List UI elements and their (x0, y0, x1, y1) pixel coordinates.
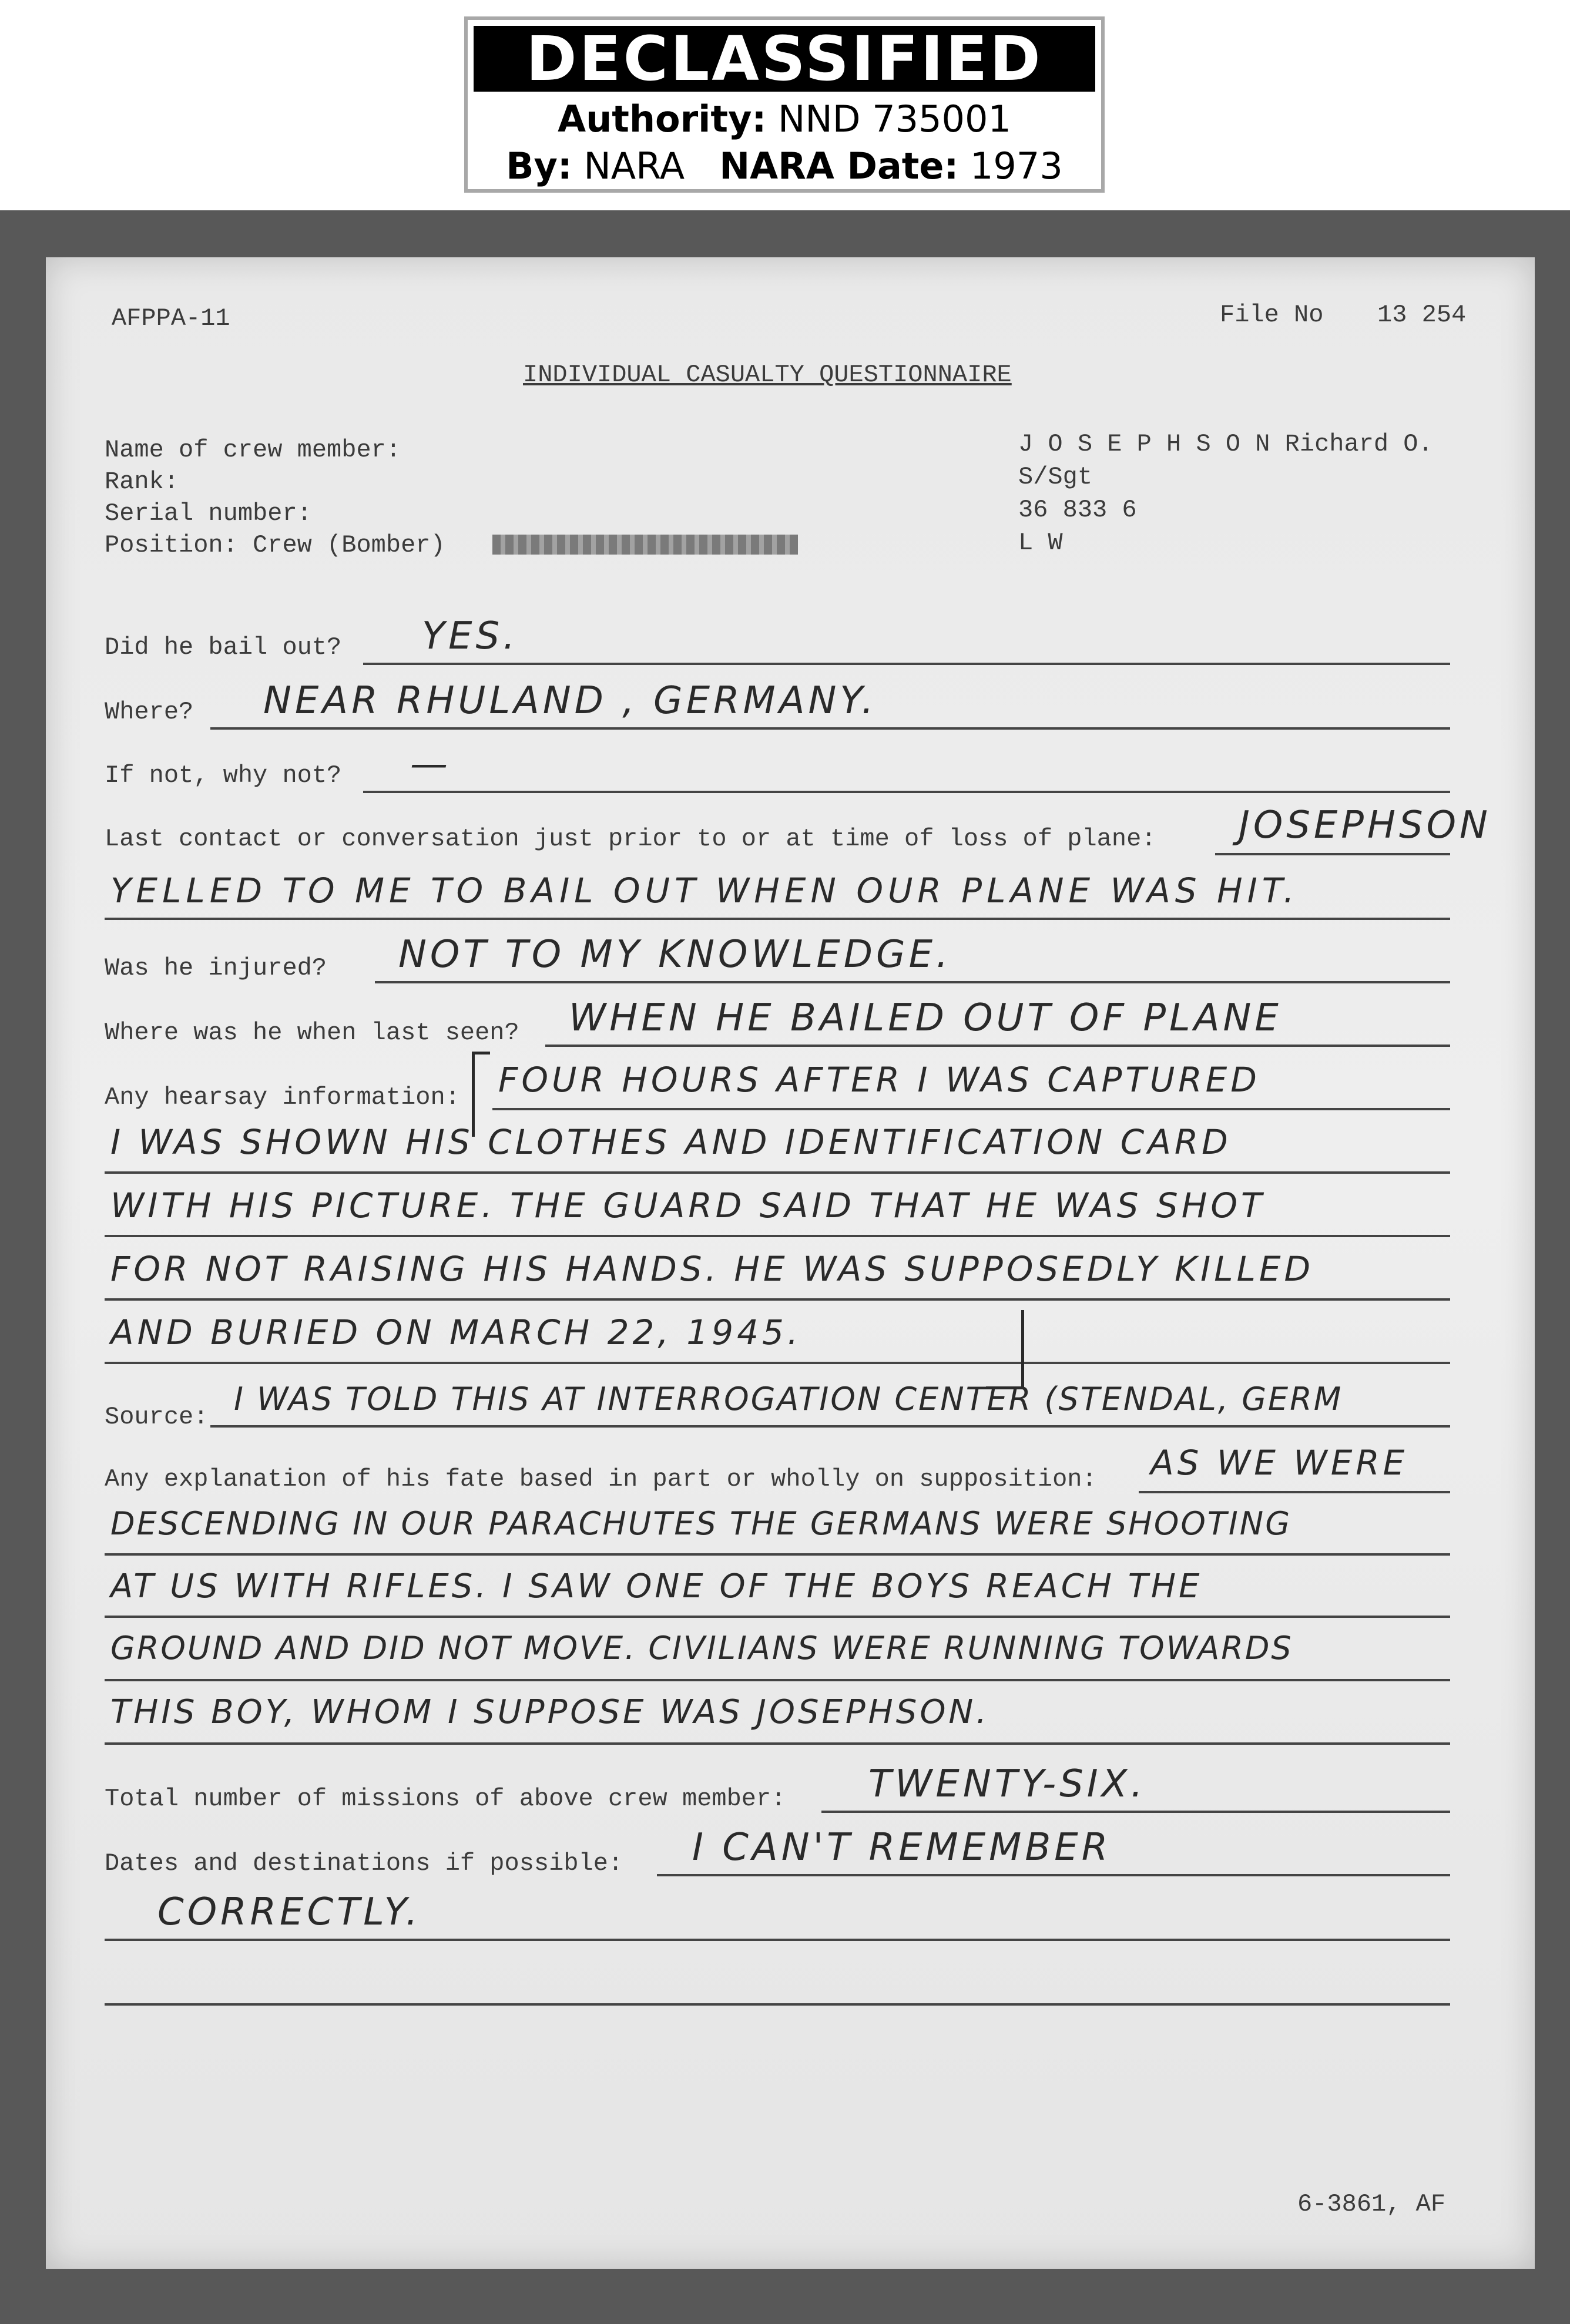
declassified-stamp (464, 16, 1105, 193)
explanation-label: Any explanation of his fate based in part or wholly on supposition: (105, 1465, 1097, 1493)
lastseen-value: WHEN HE BAILED OUT OF PLANE (569, 996, 1282, 1040)
where-value: NEAR RHULAND , GERMANY. (263, 679, 877, 723)
bracket-close (986, 1310, 1024, 1389)
answer-line (545, 1045, 1450, 1047)
name-value: J O S E P H S O N Richard O. (1018, 430, 1433, 458)
source-label: Source: (105, 1403, 209, 1431)
answer-line (105, 1235, 1450, 1237)
position-value: L W (1018, 529, 1063, 557)
stamp-by-value: NARA (583, 145, 685, 187)
stamp-authority-label: Authority: (558, 98, 767, 140)
answer-line (105, 1742, 1450, 1745)
hearsay-line: FOUR HOURS AFTER I WAS CAPTURED (498, 1060, 1260, 1100)
stamp-date-label: NARA Date: (719, 145, 959, 187)
position-label: Position: Crew (Bomber) (105, 531, 445, 559)
ifnot-label: If not, why not? (105, 761, 342, 790)
answer-line (105, 1616, 1450, 1618)
scanned-page (0, 210, 1570, 2324)
rank-label: Rank: (105, 468, 179, 496)
file-no-label: File No (1220, 301, 1324, 329)
dates-label: Dates and destinations if possible: (105, 1849, 623, 1878)
answer-line (105, 1679, 1450, 1681)
hearsay-line: WITH HIS PICTURE. THE GUARD SAID THAT HE WAS SHOT (110, 1185, 1266, 1225)
answer-line (375, 981, 1450, 983)
hearsay-line: AND BURIED ON MARCH 22, 1945. (110, 1312, 802, 1352)
answer-line (492, 1108, 1450, 1110)
stamp-authority (468, 98, 1101, 140)
dates-value-2: CORRECTLY. (157, 1890, 421, 1934)
stamp-by-label: By: (506, 145, 572, 187)
explanation-line: AT US WITH RIFLES. I SAW ONE OF THE BOYS REACH THE (110, 1567, 1203, 1606)
answer-line (363, 663, 1450, 665)
answer-line (210, 727, 1450, 730)
bail-value: YES. (422, 614, 519, 658)
missions-value: TWENTY-SIX. (868, 1762, 1146, 1806)
stamp-by-date (468, 145, 1101, 187)
answer-line (210, 1425, 1450, 1428)
rank-value: S/Sgt (1018, 463, 1093, 491)
bail-label: Did he bail out? (105, 633, 342, 661)
answer-line (1215, 853, 1450, 855)
stamp-authority-value: NND 735001 (778, 98, 1011, 140)
answer-line (363, 791, 1450, 793)
stamp-title: DECLASSIFIED (474, 26, 1095, 92)
questionnaire-paper (46, 257, 1535, 2269)
explanation-line: GROUND AND DID NOT MOVE. CIVILIANS WERE RUNNING TOWARDS (110, 1630, 1293, 1667)
where-label: Where? (105, 698, 194, 726)
missions-label: Total number of missions of above crew member: (105, 1785, 786, 1813)
struck-out-text (492, 535, 798, 555)
answer-line (821, 1811, 1450, 1813)
name-label: Name of crew member: (105, 436, 401, 464)
serial-value: 36 833 6 (1018, 496, 1137, 524)
lastcontact-value-1: JOSEPHSON (1239, 804, 1491, 847)
explanation-line: THIS BOY, WHOM I SUPPOSE WAS JOSEPHSON. (110, 1693, 990, 1731)
answer-line (105, 1362, 1450, 1364)
dates-value-1: I CAN'T REMEMBER (692, 1826, 1112, 1869)
hearsay-line: FOR NOT RAISING HIS HANDS. HE WAS SUPPOSEDLY KILLED (110, 1249, 1314, 1289)
answer-line (105, 1171, 1450, 1174)
answer-line (1139, 1491, 1450, 1493)
ifnot-value: — (410, 743, 451, 786)
answer-line (105, 1553, 1450, 1556)
file-no-value: 13 254 (1377, 301, 1467, 329)
form-title: INDIVIDUAL CASUALTY QUESTIONNAIRE (523, 361, 1012, 389)
answer-line (105, 1298, 1450, 1301)
source-value: I WAS TOLD THIS AT INTERROGATION CENTER (STENDAL, GERM (234, 1381, 1343, 1418)
lastseen-label: Where was he when last seen? (105, 1019, 519, 1047)
footer-code: 6-3861, AF (1297, 2190, 1446, 2218)
serial-label: Serial number: (105, 499, 312, 528)
stamp-date-value: 1973 (969, 145, 1063, 187)
lastcontact-label: Last contact or conversation just prior to or at time of loss of plane: (105, 825, 1156, 853)
lastcontact-value-2: YELLED TO ME TO BAIL OUT WHEN OUR PLANE WAS HIT. (110, 871, 1299, 911)
hearsay-label: Any hearsay information: (105, 1083, 460, 1111)
answer-line (105, 918, 1450, 920)
injured-value: NOT TO MY KNOWLEDGE. (398, 933, 952, 976)
form-id: AFPPA-11 (112, 304, 230, 333)
answer-line (105, 2003, 1450, 2006)
answer-line (657, 1874, 1450, 1876)
explanation-line: DESCENDING IN OUR PARACHUTES THE GERMANS WERE SHOOTING (110, 1505, 1292, 1542)
answer-line (105, 1939, 1450, 1941)
explanation-line: AS WE WERE (1150, 1443, 1408, 1483)
injured-label: Was he injured? (105, 954, 327, 982)
hearsay-line: I WAS SHOWN HIS CLOTHES AND IDENTIFICATION CARD (110, 1122, 1232, 1162)
